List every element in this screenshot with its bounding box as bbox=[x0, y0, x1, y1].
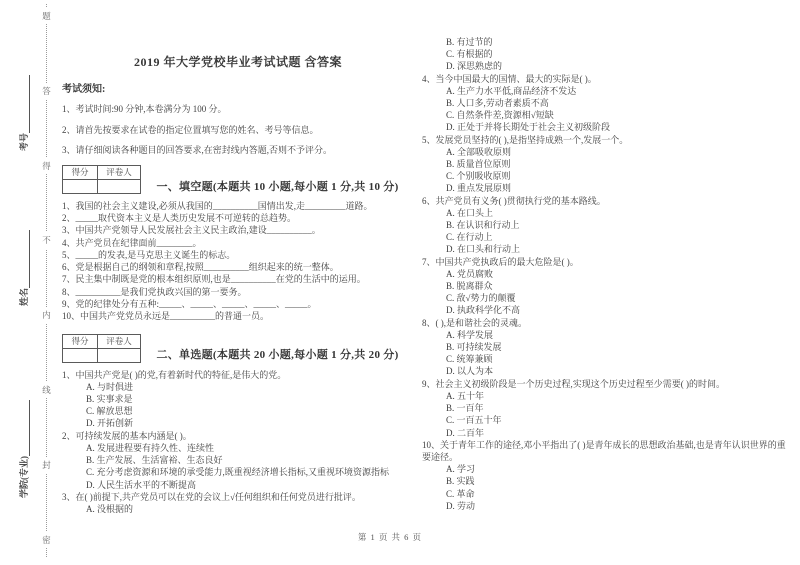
question-option: C. 统筹兼顾 bbox=[446, 354, 493, 365]
question-option: D. 在口头和行动上 bbox=[446, 244, 520, 255]
question-stem: 3、在( )前提下,共产党员可以在党的会议上√任何组织和任何党员进行批评。 bbox=[62, 491, 361, 502]
question-option: C. 充分考虑资源和环境的承受能力,既重视经济增长指标,又重视环境资源指标 bbox=[86, 467, 390, 478]
question-option: A. 没根据的 bbox=[86, 503, 133, 514]
question-option: A. 全部吸收原则 bbox=[446, 146, 511, 157]
score-cell bbox=[63, 348, 98, 362]
question-option: A. 科学发展 bbox=[446, 329, 493, 340]
seal-line-text bbox=[41, 8, 52, 548]
question-option: A. 生产力水平低,商品经济不发达 bbox=[446, 85, 577, 96]
fill-in-questions bbox=[62, 200, 414, 323]
notice-heading: 考试须知: bbox=[62, 84, 106, 95]
question-option: D. 执政科学化不高 bbox=[446, 305, 520, 316]
notice-item: 3、请仔细阅读各种题目的回答要求,在密封线内答题,否则不予评分。 bbox=[62, 145, 333, 156]
exam-number-field bbox=[16, 55, 30, 151]
question-option: B. 实践 bbox=[446, 476, 475, 487]
question-option: D. 重点发展原则 bbox=[446, 183, 511, 194]
right-column bbox=[422, 36, 794, 512]
exam-number-underline bbox=[19, 75, 30, 133]
grader-cell bbox=[98, 348, 141, 362]
question-option: C. 在行动上 bbox=[446, 232, 493, 243]
seal-line-char: 题 bbox=[42, 8, 51, 24]
left-column bbox=[62, 55, 414, 515]
notice-item: 1、考试时间:90 分钟,本卷满分为 100 分。 bbox=[62, 104, 227, 115]
fill-question: 1、我国的社会主义建设,必须从我国的__________国情出发,走_________道路。 bbox=[62, 200, 373, 211]
school-major-label: 学院(专业) bbox=[18, 456, 29, 498]
question-option: B. 实事求是 bbox=[86, 394, 133, 405]
seal-line-char: 线 bbox=[42, 382, 51, 398]
exam-number-label: 考号 bbox=[18, 132, 29, 151]
seal-line-char: 内 bbox=[42, 307, 51, 323]
choice-questions-left bbox=[62, 369, 414, 515]
question-option: C. 解放思想 bbox=[86, 406, 133, 417]
question-option: D. 人民生活水平的不断提高 bbox=[86, 479, 197, 490]
name-label: 姓名 bbox=[18, 287, 29, 306]
question-option: C. 革命 bbox=[446, 488, 475, 499]
question-option: B. 人口多,劳动者素质不高 bbox=[446, 98, 549, 109]
question-option: C. 一百五十年 bbox=[446, 415, 502, 426]
question-option: D. 正处于并将长期处于社会主义初级阶段 bbox=[446, 122, 611, 133]
choice-questions-right bbox=[422, 36, 794, 512]
question-stem: 7、中国共产党执政后的最大危险是( )。 bbox=[422, 256, 579, 267]
question-option: C. 有根据的 bbox=[446, 49, 493, 60]
grader-label: 评卷人 bbox=[98, 165, 141, 179]
question-option: A. 发展进程要有持久性、连续性 bbox=[86, 442, 215, 453]
question-option: D. 劳动 bbox=[446, 500, 475, 511]
score-cell bbox=[63, 179, 98, 193]
question-option: C. 敌√势力的颠覆 bbox=[446, 293, 516, 304]
question-option: B. 有过节的 bbox=[446, 37, 493, 47]
name-underline bbox=[19, 230, 30, 288]
seal-line-char: 得 bbox=[42, 158, 51, 174]
fill-question: 7、民主集中制既是党的根本组织原则,也是__________在党的生活中的运用。 bbox=[62, 274, 366, 285]
question-option: A. 与时俱进 bbox=[86, 381, 133, 392]
fill-question: 10、中国共产党党员永远是__________的普通一员。 bbox=[62, 311, 270, 322]
section2-header-row bbox=[62, 334, 414, 363]
question-option: B. 可持续发展 bbox=[446, 342, 502, 353]
page-footer: 第 1 页 共 6 页 bbox=[357, 532, 423, 542]
question-stem: 1、中国共产党是( )的党,有着新时代的特征,是伟大的党。 bbox=[62, 369, 287, 380]
fill-question: 2、_____取代资本主义是人类历史发展不可逆转的总趋势。 bbox=[62, 213, 297, 223]
fill-question: 3、中国共产党领导人民发展社会主义民主政治,建设__________。 bbox=[62, 225, 321, 236]
fill-question: 6、党是根据自己的纲领和章程,按照__________组织起来的统一整体。 bbox=[62, 262, 339, 273]
page-title: 2019 年大学党校毕业考试试题 含答案 bbox=[133, 55, 342, 69]
question-option: B. 生产发展、生活富裕、生态良好 bbox=[86, 455, 223, 466]
seal-line-char: 密 bbox=[42, 532, 51, 548]
question-stem: 9、社会主义初级阶段是一个历史过程,实现这个历史过程至少需要( )的时间。 bbox=[422, 378, 725, 389]
notice-list bbox=[62, 103, 414, 156]
question-option: D. 二百年 bbox=[446, 427, 484, 438]
name-field bbox=[16, 210, 30, 306]
question-stem: 4、当今中国最大的国情、最大的实际是( )。 bbox=[422, 73, 597, 84]
fill-question: 8、__________是我们党执政兴国的第一要务。 bbox=[62, 286, 247, 297]
question-option: C. 个别吸收原则 bbox=[446, 171, 511, 182]
question-option: D. 以人为本 bbox=[446, 366, 493, 377]
question-stem: 8、( ),是和谐社会的灵魂。 bbox=[422, 317, 527, 328]
question-option: A. 五十年 bbox=[446, 390, 484, 401]
question-stem: 5、发展党员坚持的( ),是指坚持成熟一个,发展一个。 bbox=[422, 134, 629, 145]
fill-question: 4、共产党员在纪律面前________。 bbox=[62, 237, 202, 248]
question-option: B. 质量首位原则 bbox=[446, 159, 511, 170]
fill-question: 9、党的纪律处分有五种:_____、_____、_____、_____、_____。 bbox=[62, 299, 317, 310]
question-stem: 6、共产党员有义务( )贯彻执行党的基本路线。 bbox=[422, 195, 606, 206]
fill-question: 5、_____的发表,是马克思主义诞生的标志。 bbox=[62, 249, 236, 260]
question-option: D. 深思熟虑的 bbox=[446, 61, 502, 72]
question-option: B. 一百年 bbox=[446, 403, 484, 414]
question-stem: 2、可持续发展的基本内涵是( )。 bbox=[62, 430, 192, 441]
score-box-1 bbox=[62, 165, 141, 194]
section1-heading: 一、填空题(本题共 10 小题,每小题 1 分,共 10 分) bbox=[156, 180, 399, 193]
question-option: B. 在认识和行动上 bbox=[446, 220, 520, 231]
question-stem: 10、关于青年工作的途径,邓小平指出了( )是青年成长的思想政治基础,也是青年认识世界的重要途径。 bbox=[422, 439, 786, 462]
notice-item: 2、请首先按要求在试卷的指定位置填写您的姓名、考号等信息。 bbox=[62, 124, 319, 135]
grader-cell bbox=[98, 179, 141, 193]
school-major-field bbox=[16, 368, 30, 498]
seal-line-char: 封 bbox=[42, 457, 51, 473]
question-option: C. 自然条件差,资源相√短缺 bbox=[446, 110, 554, 121]
question-option: A. 党员腐败 bbox=[446, 268, 493, 279]
question-option: A. 学习 bbox=[446, 464, 475, 475]
question-option: B. 脱离群众 bbox=[446, 281, 493, 292]
score-label: 得分 bbox=[63, 165, 98, 179]
seal-line-char: 答 bbox=[42, 83, 51, 99]
score-box-2 bbox=[62, 334, 141, 363]
section1-header-row bbox=[62, 165, 414, 194]
score-label: 得分 bbox=[63, 334, 98, 348]
school-major-underline bbox=[19, 400, 30, 456]
question-option: D. 开拓创新 bbox=[86, 418, 133, 429]
section2-heading: 二、单选题(本题共 20 小题,每小题 1 分,共 20 分) bbox=[156, 349, 399, 362]
question-option: A. 在口头上 bbox=[446, 207, 493, 218]
grader-label: 评卷人 bbox=[98, 334, 141, 348]
seal-line-char: 不 bbox=[42, 232, 51, 248]
